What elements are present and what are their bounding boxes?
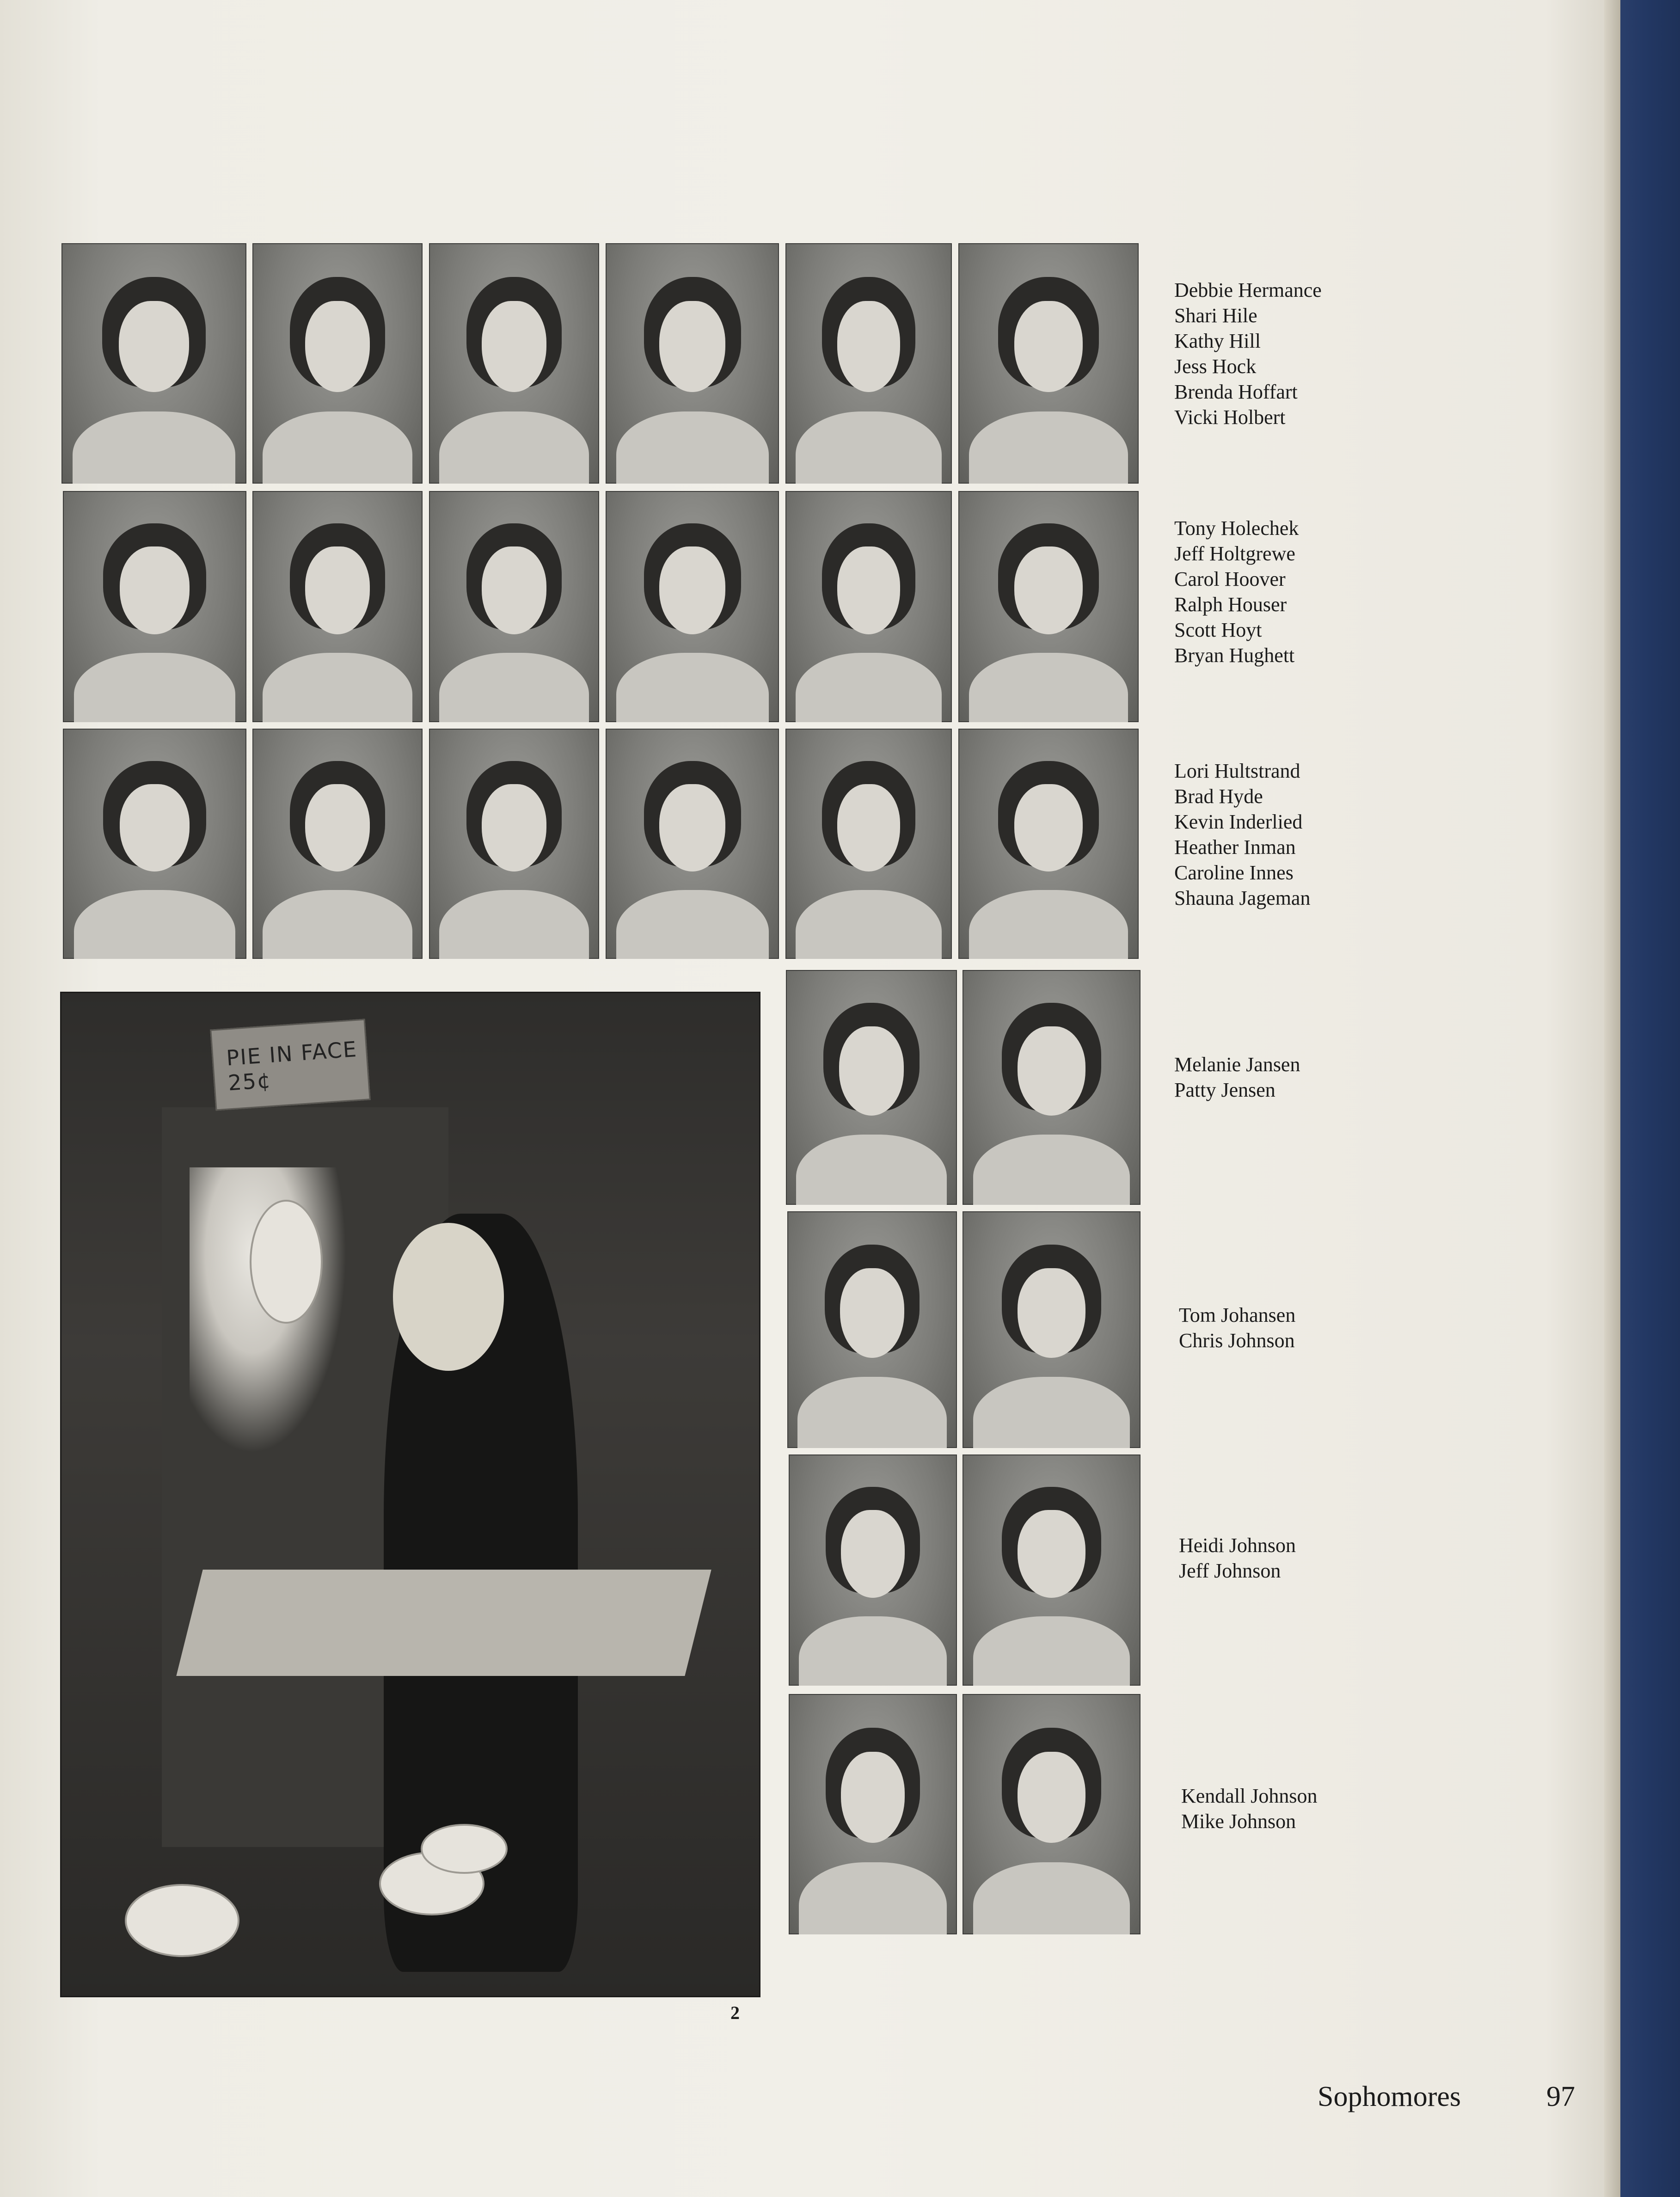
portrait-caroline-innes <box>785 729 952 959</box>
name-list-row-3 <box>1174 758 1310 911</box>
portrait-jeff-johnson <box>963 1454 1140 1686</box>
portrait-kathy-hill <box>429 243 599 484</box>
sign-text: PIE IN FACE 25¢ <box>225 1036 358 1096</box>
portrait-mike-johnson <box>963 1694 1140 1934</box>
name: Tom Johansen <box>1179 1304 1296 1326</box>
name: Shauna Jageman <box>1174 887 1311 909</box>
name: Brenda Hoffart <box>1174 380 1298 403</box>
table <box>176 1570 711 1676</box>
name: Patty Jensen <box>1174 1079 1275 1101</box>
portrait-jess-hock <box>606 243 779 484</box>
portrait-scott-hoyt <box>785 491 952 722</box>
portrait-shauna-jageman <box>958 729 1139 959</box>
name-list-row-7 <box>1181 1783 1318 1834</box>
name: Bryan Hughett <box>1174 644 1295 667</box>
name: Kendall Johnson <box>1181 1785 1318 1807</box>
portrait-bryan-hughett <box>958 491 1139 722</box>
name: Jeff Holtgrewe <box>1174 542 1295 565</box>
name: Jess Hock <box>1174 355 1257 378</box>
section-title: Sophomores <box>1318 2081 1461 2112</box>
portrait-ralph-houser <box>606 491 779 722</box>
portrait-kendall-johnson <box>789 1694 957 1934</box>
portrait-heidi-johnson <box>789 1454 957 1686</box>
portrait-vicki-holbert <box>958 243 1139 484</box>
portrait-tony-holechek <box>63 491 246 722</box>
name: Scott Hoyt <box>1174 619 1262 641</box>
photo-credit: 2 <box>730 2002 740 2023</box>
portrait-chris-johnson <box>963 1211 1140 1448</box>
name: Vicki Holbert <box>1174 406 1286 429</box>
name: Debbie Hermance <box>1174 279 1322 301</box>
name: Kathy Hill <box>1174 330 1261 352</box>
portrait-shari-hile <box>252 243 423 484</box>
pie-in-face-sign <box>210 1019 370 1111</box>
name-list-row-5 <box>1179 1302 1295 1353</box>
plate <box>250 1200 323 1324</box>
portrait-brenda-hoffart <box>785 243 952 484</box>
name: Tony Holechek <box>1174 517 1299 540</box>
name: Caroline Innes <box>1174 861 1294 884</box>
name: Brad Hyde <box>1174 785 1263 808</box>
name-list-row-4 <box>1174 1052 1300 1103</box>
name: Lori Hultstrand <box>1174 760 1300 782</box>
plate <box>421 1824 508 1874</box>
portrait-tom-johansen <box>787 1211 957 1448</box>
portrait-heather-inman <box>606 729 779 959</box>
portrait-lori-hultstrand <box>63 729 246 959</box>
candid-photo-pie-in-face <box>60 992 760 1997</box>
portrait-brad-hyde <box>252 729 423 959</box>
book-binding <box>1620 0 1680 2197</box>
name: Mike Johnson <box>1181 1810 1296 1833</box>
name-list-row-1 <box>1174 277 1322 430</box>
name-list-row-6 <box>1179 1533 1296 1583</box>
name: Jeff Johnson <box>1179 1559 1281 1582</box>
name: Shari Hile <box>1174 304 1257 327</box>
name: Heidi Johnson <box>1179 1534 1296 1557</box>
name: Chris Johnson <box>1179 1329 1295 1352</box>
plate <box>125 1884 239 1957</box>
name: Carol Hoover <box>1174 568 1286 590</box>
name: Heather Inman <box>1174 836 1296 859</box>
name-list-row-2 <box>1174 515 1299 668</box>
portrait-patty-jensen <box>963 970 1140 1205</box>
portrait-carol-hoover <box>429 491 599 722</box>
name: Kevin Inderlied <box>1174 810 1303 833</box>
portrait-debbie-hermance <box>61 243 246 484</box>
portrait-kevin-inderlied <box>429 729 599 959</box>
page-edge <box>1604 0 1620 2197</box>
page-number: 97 <box>1546 2081 1575 2112</box>
name: Ralph Houser <box>1174 593 1287 616</box>
student-hair <box>393 1223 504 1371</box>
portrait-melanie-jansen <box>786 970 957 1205</box>
name: Melanie Jansen <box>1174 1053 1300 1076</box>
portrait-jeff-holtgrewe <box>252 491 423 722</box>
